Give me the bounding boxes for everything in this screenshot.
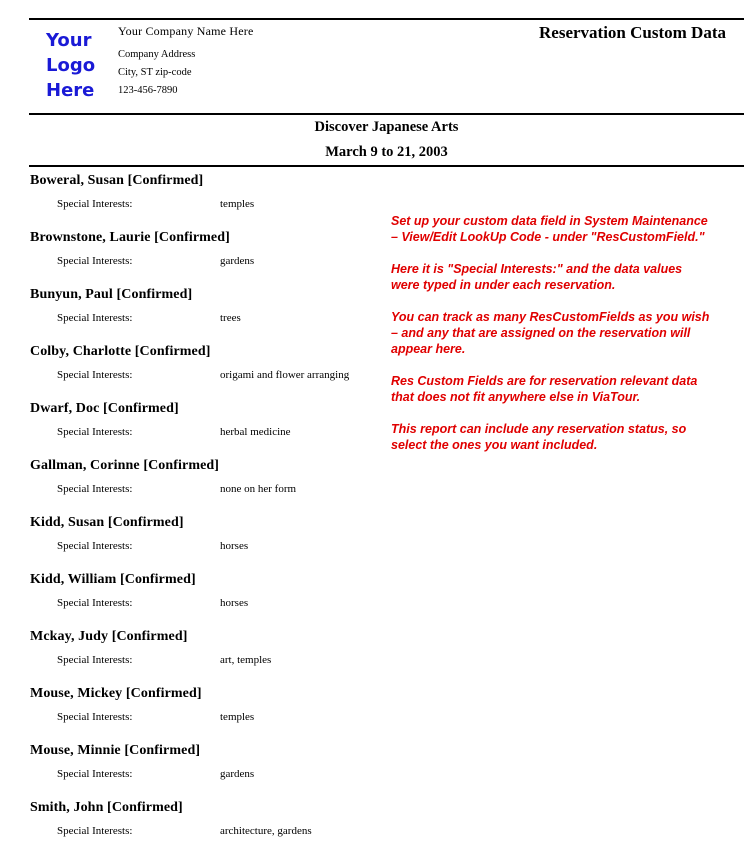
- tour-name: Discover Japanese Arts: [314, 119, 459, 135]
- field-label: Special Interests:: [57, 426, 133, 438]
- field-value: gardens: [220, 255, 255, 267]
- reservation-item: [30, 457, 390, 514]
- field-label: Special Interests:: [57, 255, 133, 267]
- field-value: gardens: [220, 768, 255, 780]
- reservation-name: Boweral, Susan [Confirmed]: [30, 173, 204, 188]
- field-label: Special Interests:: [57, 312, 133, 324]
- reservation-item: [30, 628, 390, 685]
- logo-placeholder: [46, 28, 116, 103]
- reservation-name: Colby, Charlotte [Confirmed]: [30, 344, 211, 359]
- header-rule: [29, 113, 744, 115]
- reservation-name: Mckay, Judy [Confirmed]: [30, 629, 188, 644]
- tour-dates: March 9 to 21, 2003: [325, 144, 448, 160]
- logo-line: Your: [46, 30, 92, 51]
- field-value: temples: [220, 198, 255, 210]
- reservation-name: Dwarf, Doc [Confirmed]: [30, 401, 179, 416]
- reservation-item: [30, 514, 390, 571]
- field-label: Special Interests:: [57, 711, 133, 723]
- note-paragraph: Here it is "Special Interests:" and the data values were typed in under each reservation.: [391, 262, 683, 292]
- reservation-name: Bunyun, Paul [Confirmed]: [30, 287, 193, 302]
- reservation-name: Brownstone, Laurie [Confirmed]: [30, 230, 230, 245]
- field-value: herbal medicine: [220, 426, 291, 438]
- note-paragraph: Res Custom Fields are for reservation relevant data that does not fit anywhere else in ViaTour.: [391, 374, 698, 404]
- note-paragraph: You can track as many ResCustomFields as you wish – and any that are assigned on the reservation will appear here.: [391, 310, 710, 356]
- reservation-list: [30, 172, 390, 856]
- company-phone: 123-456-7890: [118, 85, 178, 96]
- field-value: origami and flower arranging: [220, 369, 350, 381]
- logo-line: Logo: [46, 55, 96, 76]
- reservation-item: [30, 400, 390, 457]
- reservation-name: Mouse, Mickey [Confirmed]: [30, 686, 202, 701]
- field-value: horses: [220, 540, 249, 552]
- instruction-notes: [391, 213, 711, 469]
- section-rule: [29, 165, 744, 167]
- reservation-item: [30, 685, 390, 742]
- field-value: art, temples: [220, 654, 272, 666]
- field-label: Special Interests:: [57, 597, 133, 609]
- field-label: Special Interests:: [57, 198, 133, 210]
- field-value: trees: [220, 312, 241, 324]
- reservation-name: Kidd, Susan [Confirmed]: [30, 515, 184, 530]
- note-paragraph: Set up your custom data field in System Maintenance – View/Edit LookUp Code - under "ResCustomField.": [391, 214, 708, 244]
- field-label: Special Interests:: [57, 369, 133, 381]
- field-value: none on her form: [220, 483, 297, 495]
- field-value: horses: [220, 597, 249, 609]
- field-label: Special Interests:: [57, 483, 133, 495]
- reservation-item: [30, 742, 390, 799]
- field-value: architecture, gardens: [220, 825, 312, 837]
- company-address: Company Address: [118, 49, 196, 60]
- reservation-item: [30, 286, 390, 343]
- reservation-name: Gallman, Corinne [Confirmed]: [30, 458, 220, 473]
- logo-line: Here: [46, 80, 95, 101]
- reservation-item: [30, 571, 390, 628]
- reservation-name: Smith, John [Confirmed]: [30, 800, 183, 815]
- field-label: Special Interests:: [57, 825, 133, 837]
- reservation-name: Kidd, William [Confirmed]: [30, 572, 196, 587]
- company-city: City, ST zip-code: [118, 67, 192, 78]
- field-label: Special Interests:: [57, 540, 133, 552]
- field-label: Special Interests:: [57, 654, 133, 666]
- reservation-item: [30, 799, 390, 856]
- report-title: Reservation Custom Data: [539, 23, 726, 42]
- reservation-item: [30, 229, 390, 286]
- company-name: Your Company Name Here: [118, 24, 254, 38]
- reservation-name: Mouse, Minnie [Confirmed]: [30, 743, 201, 758]
- company-info: [118, 24, 254, 100]
- field-label: Special Interests:: [57, 768, 133, 780]
- field-value: temples: [220, 711, 255, 723]
- top-rule: [29, 18, 744, 20]
- reservation-item: [30, 343, 390, 400]
- reservation-item: [30, 172, 390, 229]
- note-paragraph: This report can include any reservation status, so select the ones you want included.: [391, 422, 687, 452]
